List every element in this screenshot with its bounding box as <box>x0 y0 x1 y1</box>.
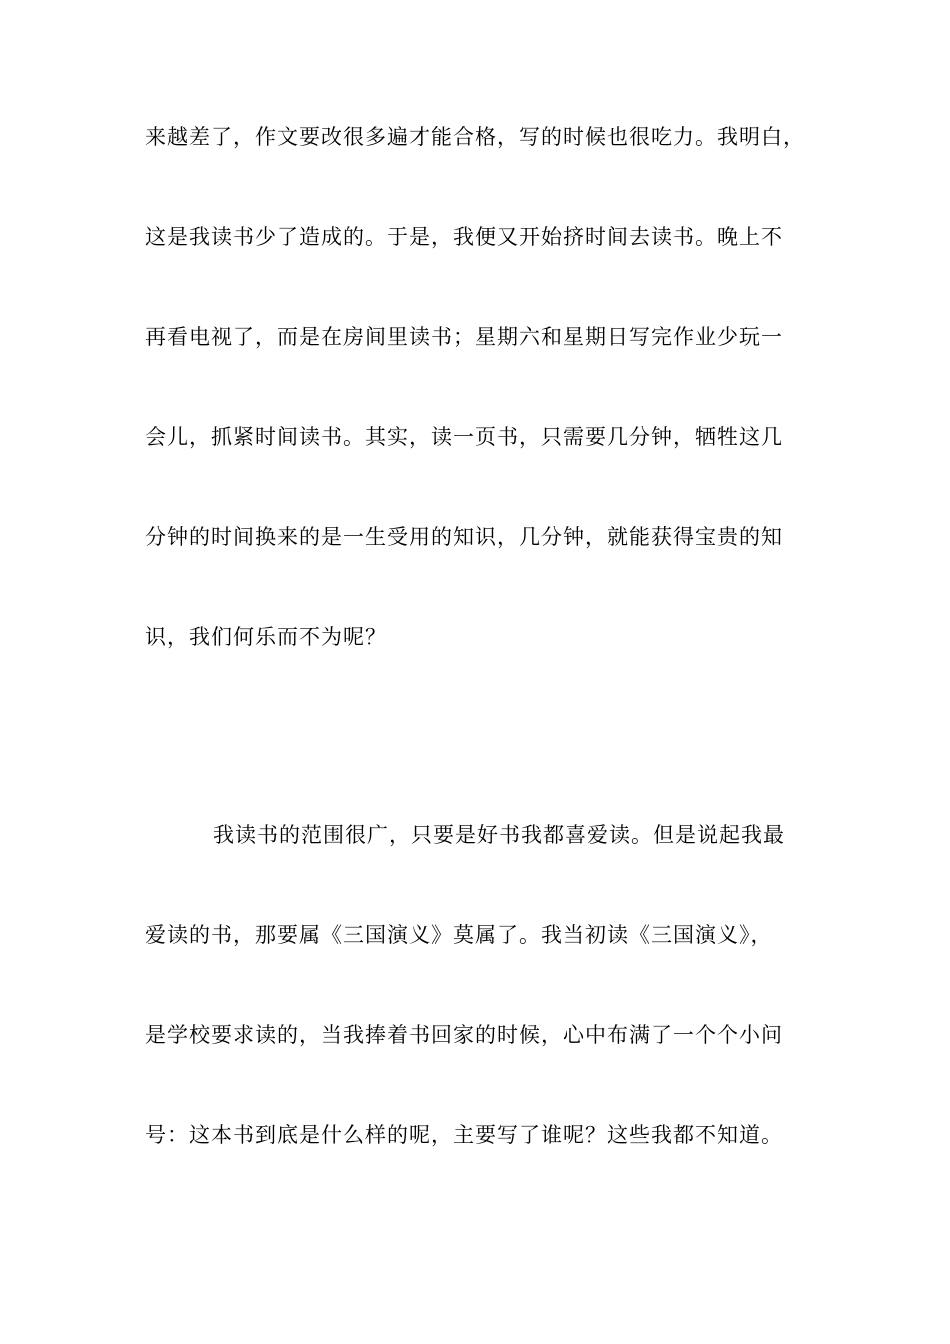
paragraph-1-line-2: 这是我读书少了造成的。于是，我便又开始挤时间去读书。晚上不 <box>145 225 783 249</box>
paragraph-2-line-1: 我读书的范围很广，只要是好书我都喜爱读。但是说起我最 <box>213 823 785 847</box>
paragraph-1-line-6: 识，我们何乐而不为呢？ <box>145 625 387 649</box>
paragraph-2-line-2: 爱读的书，那要属《三国演义》莫属了。我当初读《三国演义》， <box>145 923 773 947</box>
paragraph-2-line-3: 是学校要求读的，当我捧着书回家的时候，心中布满了一个个小问 <box>145 1023 783 1047</box>
paragraph-2-line-4: 号：这本书到底是什么样的呢，主要写了谁呢？这些我都不知道。 <box>145 1123 783 1147</box>
paragraph-1-line-4: 会儿，抓紧时间读书。其实，读一页书，只需要几分钟，牺牲这几 <box>145 425 783 449</box>
paragraph-1-line-1: 来越差了，作文要改很多遍才能合格，写的时候也很吃力。我明白， <box>145 125 805 149</box>
paragraph-1-line-5: 分钟的时间换来的是一生受用的知识，几分钟，就能获得宝贵的知 <box>145 525 783 549</box>
paragraph-1-line-3: 再看电视了，而是在房间里读书；星期六和星期日写完作业少玩一 <box>145 325 783 349</box>
